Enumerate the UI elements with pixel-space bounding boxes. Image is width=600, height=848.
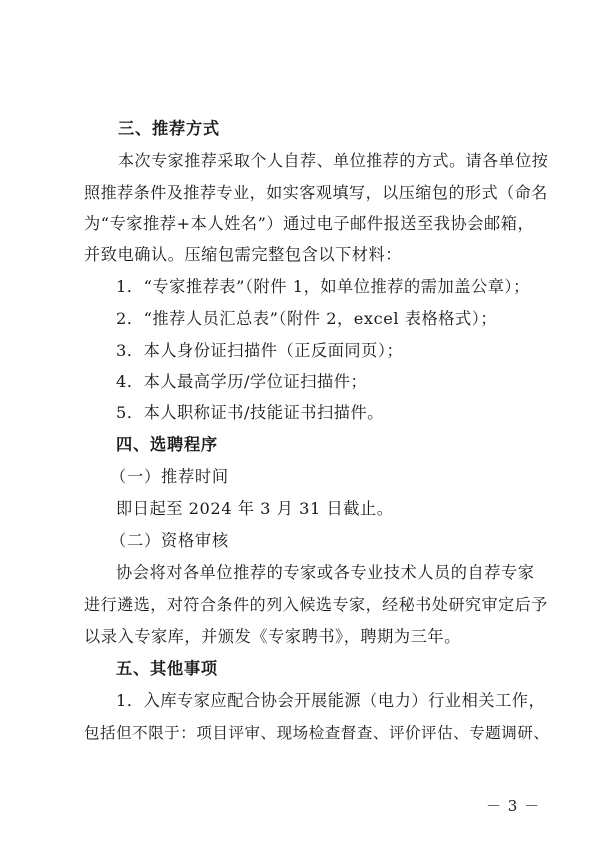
section-heading-selection-procedure: 四、选聘程序 xyxy=(116,435,218,454)
paragraph-line: 包括但不限于：项目评审、现场检查督查、评价评估、专题调研、 xyxy=(84,724,550,742)
deadline-text: 即日起至 2024 年 3 月 31 日截止。 xyxy=(116,499,394,518)
paragraph-line: 1．入库专家应配合协会开展能源（电力）行业相关工作， xyxy=(116,691,546,710)
paragraph-line: 并致电确认。压缩包需完整包含以下材料： xyxy=(84,245,403,264)
subsection-heading-recommendation-time: （一）推荐时间 xyxy=(110,467,229,486)
paragraph-line: 为“专家推荐+本人姓名”）通过电子邮件报送至我协会邮箱， xyxy=(84,214,535,233)
materials-list-item: 1．“专家推荐表”（附件 1，如单位推荐的需加盖公章）； xyxy=(116,277,530,296)
page-number: － 3 － xyxy=(486,797,541,815)
materials-list-item: 2．“推荐人员汇总表”（附件 2，excel 表格格式）； xyxy=(116,309,498,328)
paragraph-line: 进行遴选，对符合条件的列入候选专家，经秘书处研究审定后予 xyxy=(84,595,548,614)
materials-list-item: 4．本人最高学历/学位证扫描件； xyxy=(116,372,368,391)
materials-list-item: 3．本人身份证扫描件（正反面同页）； xyxy=(116,341,404,360)
section-heading-recommendation-method: 三、推荐方式 xyxy=(118,119,220,138)
paragraph-line: 协会将对各单位推荐的专家或各专业技术人员的自荐专家 xyxy=(116,563,535,582)
materials-list-item: 5．本人职称证书/技能证书扫描件。 xyxy=(116,403,384,422)
subsection-heading-qualification-review: （二）资格审核 xyxy=(110,531,229,550)
paragraph-line: 照推荐条件及推荐专业，如实客观填写，以压缩包的形式（命名 xyxy=(84,183,548,202)
paragraph-line: 本次专家推荐采取个人自荐、单位推荐的方式。请各单位按 xyxy=(118,151,549,170)
section-heading-other-matters: 五、其他事项 xyxy=(116,659,218,678)
paragraph-line: 以录入专家库，并颁发《专家聘书》，聘期为三年。 xyxy=(84,627,461,646)
